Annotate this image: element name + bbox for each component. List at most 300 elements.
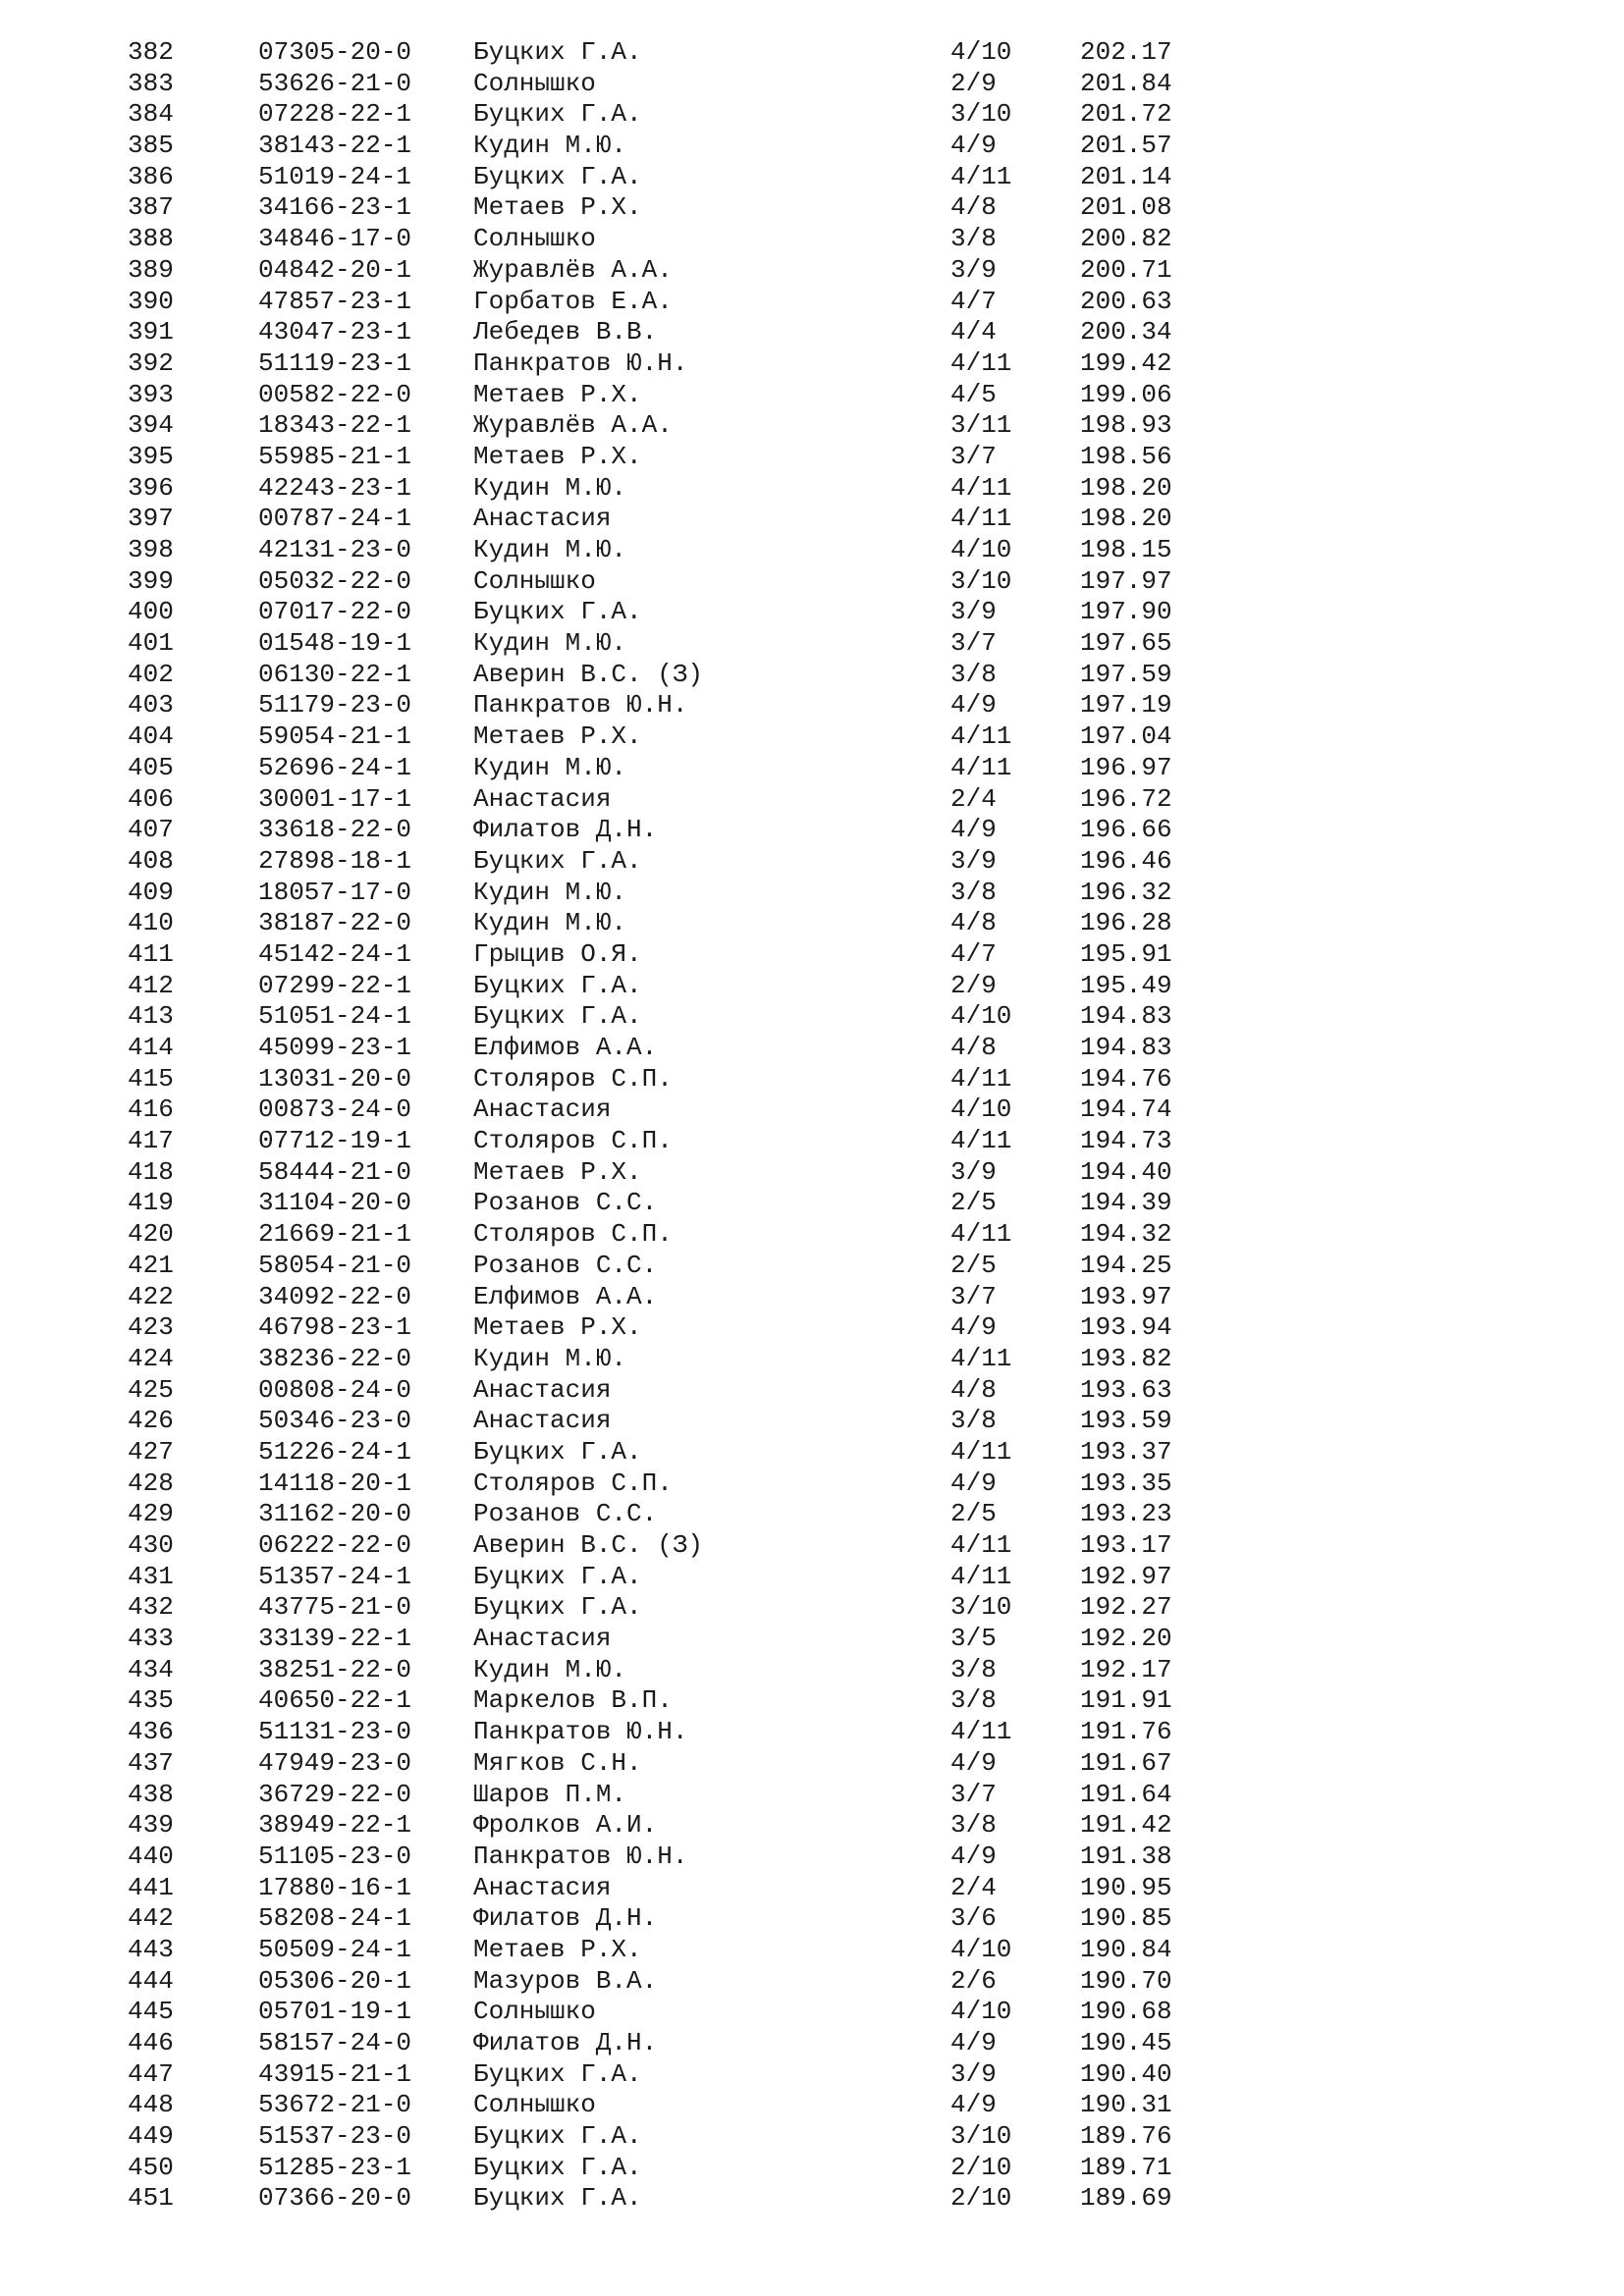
list-row — [0, 1780, 1624, 1811]
row-name: Анастасия — [473, 1374, 612, 1405]
list-row — [0, 1468, 1624, 1500]
row-ratio: 4/11 — [950, 347, 1012, 378]
list-row — [0, 1997, 1624, 2028]
list-row — [0, 473, 1624, 505]
row-name: Буцких Г.А. — [473, 37, 642, 67]
row-number: 399 — [128, 565, 174, 596]
row-code: 36729-22-0 — [258, 1779, 412, 1809]
row-code: 38236-22-0 — [258, 1343, 412, 1373]
row-score: 201.14 — [1080, 161, 1172, 191]
row-score: 197.90 — [1080, 597, 1172, 627]
row-name: Метаев Р.Х. — [473, 1312, 642, 1343]
row-number: 384 — [128, 99, 174, 130]
row-name: Столяров С.П. — [473, 1126, 673, 1156]
row-code: 51179-23-0 — [258, 690, 412, 721]
row-code: 51105-23-0 — [258, 1841, 412, 1871]
row-number: 449 — [128, 2121, 174, 2152]
row-score: 201.84 — [1080, 68, 1172, 98]
row-score: 192.27 — [1080, 1592, 1172, 1623]
row-code: 51357-24-1 — [258, 1561, 412, 1591]
row-ratio: 2/6 — [950, 1965, 997, 1996]
row-code: 53672-21-0 — [258, 2090, 412, 2120]
row-score: 196.32 — [1080, 877, 1172, 907]
row-code: 33139-22-1 — [258, 1624, 412, 1654]
row-name: Лебедев В.В. — [473, 317, 658, 347]
row-name: Кудин М.Ю. — [473, 752, 627, 782]
row-code: 34092-22-0 — [258, 1281, 412, 1311]
row-number: 436 — [128, 1717, 174, 1747]
row-ratio: 4/11 — [950, 1436, 1012, 1467]
row-name: Анастасия — [473, 1872, 612, 1902]
row-number: 387 — [128, 192, 174, 223]
row-code: 51537-23-0 — [258, 2121, 412, 2152]
row-score: 193.63 — [1080, 1374, 1172, 1405]
row-number: 390 — [128, 286, 174, 316]
row-code: 21669-21-1 — [258, 1219, 412, 1250]
row-code: 18343-22-1 — [258, 410, 412, 441]
row-name: Панкратов Ю.Н. — [473, 1841, 688, 1871]
row-number: 426 — [128, 1406, 174, 1436]
row-number: 403 — [128, 690, 174, 721]
row-score: 190.31 — [1080, 2090, 1172, 2120]
row-ratio: 2/10 — [950, 2183, 1012, 2214]
list-row — [0, 1655, 1624, 1686]
row-number: 389 — [128, 254, 174, 285]
row-number: 439 — [128, 1810, 174, 1841]
row-code: 31104-20-0 — [258, 1188, 412, 1218]
row-code: 42243-23-1 — [258, 472, 412, 503]
row-score: 193.97 — [1080, 1281, 1172, 1311]
list-row — [0, 192, 1624, 224]
row-ratio: 4/11 — [950, 1561, 1012, 1591]
row-code: 27898-18-1 — [258, 845, 412, 876]
row-code: 30001-17-1 — [258, 783, 412, 814]
row-name: Розанов С.С. — [473, 1499, 658, 1529]
list-row — [0, 535, 1624, 566]
ranking-list — [0, 37, 1624, 2215]
row-score: 190.40 — [1080, 2058, 1172, 2089]
row-number: 398 — [128, 535, 174, 564]
row-ratio: 2/4 — [950, 783, 997, 814]
list-row — [0, 878, 1624, 909]
row-ratio: 2/4 — [950, 1872, 997, 1902]
row-score: 192.20 — [1080, 1624, 1172, 1654]
row-score: 199.42 — [1080, 347, 1172, 378]
row-code: 58444-21-0 — [258, 1156, 412, 1187]
row-code: 14118-20-1 — [258, 1468, 412, 1498]
list-row — [0, 287, 1624, 318]
row-ratio: 4/9 — [950, 1747, 997, 1778]
row-score: 191.38 — [1080, 1841, 1172, 1871]
list-row — [0, 317, 1624, 348]
row-name: Метаев Р.Х. — [473, 379, 642, 409]
row-number: 430 — [128, 1530, 174, 1560]
list-row — [0, 69, 1624, 100]
row-score: 190.95 — [1080, 1872, 1172, 1902]
row-ratio: 4/9 — [950, 2090, 997, 2120]
row-score: 191.64 — [1080, 1779, 1172, 1809]
row-ratio: 2/9 — [950, 970, 997, 1000]
row-code: 31162-20-0 — [258, 1499, 412, 1529]
row-name: Солнышко — [473, 1997, 596, 2027]
row-ratio: 4/8 — [950, 908, 997, 938]
row-number: 444 — [128, 1965, 174, 1996]
row-name: Буцких Г.А. — [473, 2058, 642, 2089]
row-code: 18057-17-0 — [258, 877, 412, 907]
row-code: 07017-22-0 — [258, 597, 412, 627]
row-ratio: 4/9 — [950, 1468, 997, 1498]
row-ratio: 2/10 — [950, 2152, 1012, 2182]
row-score: 192.97 — [1080, 1561, 1172, 1591]
row-number: 404 — [128, 721, 174, 752]
row-score: 194.73 — [1080, 1126, 1172, 1156]
row-name: Столяров С.П. — [473, 1219, 673, 1250]
row-score: 193.17 — [1080, 1530, 1172, 1560]
row-ratio: 3/9 — [950, 597, 997, 627]
row-ratio: 3/9 — [950, 2058, 997, 2089]
row-name: Буцких Г.А. — [473, 597, 642, 627]
row-code: 00582-22-0 — [258, 379, 412, 409]
list-row — [0, 566, 1624, 598]
row-ratio: 2/5 — [950, 1499, 997, 1529]
row-name: Анастасия — [473, 783, 612, 814]
row-number: 419 — [128, 1188, 174, 1218]
list-row — [0, 1095, 1624, 1126]
row-number: 406 — [128, 783, 174, 814]
list-row — [0, 1562, 1624, 1593]
row-number: 429 — [128, 1499, 174, 1529]
row-code: 51285-23-1 — [258, 2152, 412, 2182]
row-name: Филатов Д.Н. — [473, 2028, 658, 2057]
row-name: Маркелов В.П. — [473, 1685, 673, 1716]
row-score: 198.15 — [1080, 535, 1172, 564]
row-number: 392 — [128, 347, 174, 378]
row-score: 201.72 — [1080, 99, 1172, 130]
row-code: 51019-24-1 — [258, 161, 412, 191]
row-ratio: 3/7 — [950, 1779, 997, 1809]
row-number: 402 — [128, 659, 174, 689]
row-code: 43047-23-1 — [258, 317, 412, 347]
row-name: Буцких Г.А. — [473, 2183, 642, 2214]
row-code: 06222-22-0 — [258, 1530, 412, 1560]
row-score: 194.74 — [1080, 1095, 1172, 1125]
row-ratio: 3/8 — [950, 1406, 997, 1436]
row-score: 193.94 — [1080, 1312, 1172, 1343]
list-row — [0, 255, 1624, 287]
row-ratio: 4/7 — [950, 938, 997, 969]
row-name: Панкратов Ю.Н. — [473, 690, 688, 721]
list-row — [0, 597, 1624, 628]
row-number: 435 — [128, 1685, 174, 1716]
list-row — [0, 908, 1624, 939]
row-number: 434 — [128, 1654, 174, 1684]
row-number: 440 — [128, 1841, 174, 1871]
row-code: 38187-22-0 — [258, 908, 412, 938]
row-number: 386 — [128, 161, 174, 191]
row-number: 447 — [128, 2058, 174, 2089]
list-row — [0, 1748, 1624, 1780]
row-score: 194.39 — [1080, 1188, 1172, 1218]
row-score: 195.49 — [1080, 970, 1172, 1000]
row-name: Солнышко — [473, 224, 596, 254]
row-number: 391 — [128, 317, 174, 347]
row-score: 190.85 — [1080, 1903, 1172, 1934]
row-score: 200.71 — [1080, 254, 1172, 285]
list-row — [0, 628, 1624, 660]
row-code: 40650-22-1 — [258, 1685, 412, 1716]
row-ratio: 4/9 — [950, 131, 997, 161]
list-row — [0, 1624, 1624, 1655]
list-row — [0, 690, 1624, 721]
row-ratio: 3/8 — [950, 1654, 997, 1684]
row-ratio: 3/10 — [950, 99, 1012, 130]
row-name: Фролков А.И. — [473, 1810, 658, 1841]
row-number: 428 — [128, 1468, 174, 1498]
row-name: Метаев Р.Х. — [473, 441, 642, 471]
list-row — [0, 224, 1624, 255]
row-score: 200.82 — [1080, 224, 1172, 254]
row-ratio: 4/11 — [950, 1219, 1012, 1250]
row-number: 433 — [128, 1624, 174, 1654]
list-row — [0, 1717, 1624, 1748]
list-row — [0, 162, 1624, 193]
row-name: Филатов Д.Н. — [473, 815, 658, 845]
row-score: 199.06 — [1080, 379, 1172, 409]
row-score: 191.76 — [1080, 1717, 1172, 1747]
list-row — [0, 2153, 1624, 2184]
row-number: 396 — [128, 472, 174, 503]
row-score: 197.04 — [1080, 721, 1172, 752]
row-ratio: 4/11 — [950, 1530, 1012, 1560]
row-name: Грыцив О.Я. — [473, 938, 642, 969]
row-score: 193.37 — [1080, 1436, 1172, 1467]
list-row — [0, 2090, 1624, 2121]
row-ratio: 4/11 — [950, 504, 1012, 534]
row-code: 51051-24-1 — [258, 1001, 412, 1032]
row-ratio: 3/11 — [950, 410, 1012, 441]
row-number: 441 — [128, 1872, 174, 1902]
row-score: 196.72 — [1080, 783, 1172, 814]
row-name: Горбатов Е.А. — [473, 286, 673, 316]
row-name: Буцких Г.А. — [473, 2152, 642, 2182]
row-score: 196.46 — [1080, 845, 1172, 876]
row-number: 424 — [128, 1343, 174, 1373]
row-number: 409 — [128, 877, 174, 907]
row-score: 192.17 — [1080, 1654, 1172, 1684]
row-ratio: 3/9 — [950, 845, 997, 876]
row-score: 194.25 — [1080, 1250, 1172, 1280]
row-name: Аверин В.С. (З) — [473, 1530, 704, 1560]
list-row — [0, 504, 1624, 535]
row-number: 425 — [128, 1374, 174, 1405]
row-ratio: 3/10 — [950, 565, 1012, 596]
list-row — [0, 1685, 1624, 1717]
row-name: Кудин М.Ю. — [473, 1343, 627, 1373]
row-number: 383 — [128, 68, 174, 98]
row-name: Кудин М.Ю. — [473, 908, 627, 938]
row-name: Аверин В.С. (З) — [473, 659, 704, 689]
row-code: 42131-23-0 — [258, 535, 412, 564]
row-name: Анастасия — [473, 1095, 612, 1125]
row-code: 55985-21-1 — [258, 441, 412, 471]
row-ratio: 4/4 — [950, 317, 997, 347]
row-ratio: 4/10 — [950, 1997, 1012, 2027]
row-ratio: 3/8 — [950, 877, 997, 907]
row-number: 451 — [128, 2183, 174, 2214]
row-number: 413 — [128, 1001, 174, 1032]
row-code: 45099-23-1 — [258, 1033, 412, 1062]
row-code: 07228-22-1 — [258, 99, 412, 130]
row-ratio: 4/10 — [950, 1934, 1012, 1964]
row-ratio: 3/10 — [950, 2121, 1012, 2152]
list-row — [0, 721, 1624, 753]
list-row — [0, 1935, 1624, 1966]
row-code: 45142-24-1 — [258, 938, 412, 969]
row-number: 394 — [128, 410, 174, 441]
row-code: 07712-19-1 — [258, 1126, 412, 1156]
row-score: 191.42 — [1080, 1810, 1172, 1841]
row-number: 382 — [128, 37, 174, 67]
row-name: Солнышко — [473, 68, 596, 98]
list-row — [0, 1251, 1624, 1282]
row-ratio: 3/8 — [950, 659, 997, 689]
row-score: 196.97 — [1080, 752, 1172, 782]
row-name: Буцких Г.А. — [473, 2121, 642, 2152]
row-score: 194.83 — [1080, 1033, 1172, 1062]
row-name: Буцких Г.А. — [473, 845, 642, 876]
row-name: Буцких Г.А. — [473, 1561, 642, 1591]
row-code: 34166-23-1 — [258, 192, 412, 223]
row-score: 197.59 — [1080, 659, 1172, 689]
row-code: 00808-24-0 — [258, 1374, 412, 1405]
row-ratio: 3/7 — [950, 628, 997, 659]
row-code: 34846-17-0 — [258, 224, 412, 254]
list-row — [0, 1188, 1624, 1219]
row-score: 194.32 — [1080, 1219, 1172, 1250]
row-ratio: 4/9 — [950, 815, 997, 845]
row-number: 415 — [128, 1063, 174, 1094]
row-number: 437 — [128, 1747, 174, 1778]
row-ratio: 4/5 — [950, 379, 997, 409]
row-number: 405 — [128, 752, 174, 782]
list-row — [0, 1219, 1624, 1251]
row-number: 443 — [128, 1934, 174, 1964]
row-name: Журавлёв А.А. — [473, 410, 673, 441]
row-score: 198.20 — [1080, 504, 1172, 534]
row-score: 200.63 — [1080, 286, 1172, 316]
row-ratio: 3/8 — [950, 1810, 997, 1841]
list-row — [0, 37, 1624, 69]
row-ratio: 2/5 — [950, 1188, 997, 1218]
row-score: 193.59 — [1080, 1406, 1172, 1436]
row-code: 58208-24-1 — [258, 1903, 412, 1934]
row-code: 38251-22-0 — [258, 1654, 412, 1684]
row-name: Кудин М.Ю. — [473, 131, 627, 161]
row-number: 411 — [128, 938, 174, 969]
row-score: 194.40 — [1080, 1156, 1172, 1187]
row-name: Елфимов А.А. — [473, 1033, 658, 1062]
row-name: Буцких Г.А. — [473, 970, 642, 1000]
row-code: 04842-20-1 — [258, 254, 412, 285]
row-number: 417 — [128, 1126, 174, 1156]
row-ratio: 4/11 — [950, 752, 1012, 782]
row-number: 407 — [128, 815, 174, 845]
row-score: 194.76 — [1080, 1063, 1172, 1094]
row-score: 198.56 — [1080, 441, 1172, 471]
list-row — [0, 2028, 1624, 2059]
row-ratio: 4/11 — [950, 1717, 1012, 1747]
list-row — [0, 1873, 1624, 1904]
row-number: 397 — [128, 504, 174, 534]
row-name: Буцких Г.А. — [473, 99, 642, 130]
list-row — [0, 380, 1624, 411]
row-name: Панкратов Ю.Н. — [473, 1717, 688, 1747]
row-number: 420 — [128, 1219, 174, 1250]
list-row — [0, 2059, 1624, 2091]
row-code: 50346-23-0 — [258, 1406, 412, 1436]
list-row — [0, 1592, 1624, 1624]
row-ratio: 3/5 — [950, 1624, 997, 1654]
row-number: 438 — [128, 1779, 174, 1809]
list-row — [0, 2183, 1624, 2215]
row-code: 38949-22-1 — [258, 1810, 412, 1841]
row-code: 17880-16-1 — [258, 1872, 412, 1902]
list-row — [0, 815, 1624, 846]
row-name: Розанов С.С. — [473, 1188, 658, 1218]
row-score: 189.69 — [1080, 2183, 1172, 2214]
row-score: 190.70 — [1080, 1965, 1172, 1996]
row-score: 201.57 — [1080, 131, 1172, 161]
row-code: 00873-24-0 — [258, 1095, 412, 1125]
row-number: 421 — [128, 1250, 174, 1280]
row-number: 410 — [128, 908, 174, 938]
row-number: 427 — [128, 1436, 174, 1467]
list-row — [0, 971, 1624, 1002]
row-number: 385 — [128, 131, 174, 161]
row-number: 422 — [128, 1281, 174, 1311]
row-ratio: 4/10 — [950, 535, 1012, 564]
row-ratio: 2/5 — [950, 1250, 997, 1280]
row-ratio: 4/11 — [950, 472, 1012, 503]
row-name: Панкратов Ю.Н. — [473, 347, 688, 378]
row-code: 05701-19-1 — [258, 1997, 412, 2027]
row-code: 47857-23-1 — [258, 286, 412, 316]
row-ratio: 4/11 — [950, 1343, 1012, 1373]
row-score: 198.93 — [1080, 410, 1172, 441]
row-name: Буцких Г.А. — [473, 1001, 642, 1032]
row-score: 190.68 — [1080, 1997, 1172, 2027]
list-row — [0, 1903, 1624, 1935]
row-name: Шаров П.М. — [473, 1779, 627, 1809]
list-row — [0, 442, 1624, 473]
list-row — [0, 784, 1624, 816]
row-ratio: 4/10 — [950, 37, 1012, 67]
row-ratio: 4/11 — [950, 161, 1012, 191]
row-ratio: 3/9 — [950, 254, 997, 285]
row-ratio: 4/8 — [950, 192, 997, 223]
row-name: Кудин М.Ю. — [473, 472, 627, 503]
row-ratio: 4/10 — [950, 1095, 1012, 1125]
list-row — [0, 410, 1624, 442]
list-row — [0, 1033, 1624, 1064]
row-score: 193.35 — [1080, 1468, 1172, 1498]
row-name: Анастасия — [473, 504, 612, 534]
row-ratio: 4/9 — [950, 1841, 997, 1871]
row-code: 59054-21-1 — [258, 721, 412, 752]
row-score: 195.91 — [1080, 938, 1172, 969]
row-number: 446 — [128, 2028, 174, 2057]
row-number: 450 — [128, 2152, 174, 2182]
